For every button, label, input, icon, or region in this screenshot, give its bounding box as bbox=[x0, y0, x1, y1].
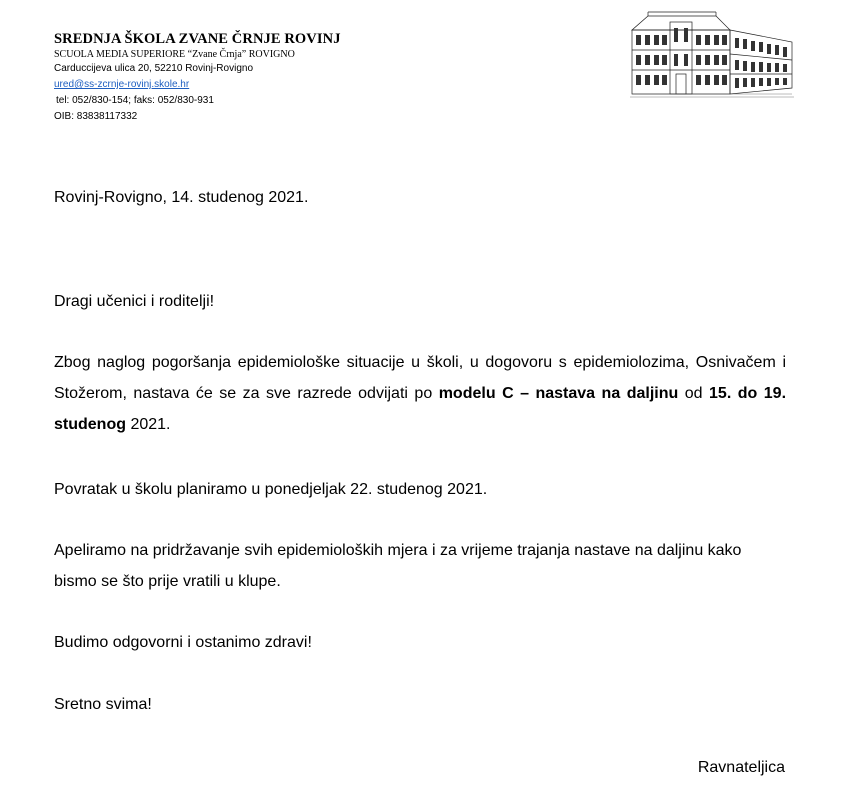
letter-paragraph-appeal: Apeliramo na pridržavanje svih epidemioloških mjera i za vrijeme trajanja nastave na daljinu kako bismo se što prije vratili u klupe. bbox=[54, 542, 742, 590]
date-range-emphasis: 15. do 19. studenog bbox=[54, 385, 787, 433]
school-building-engraving-icon bbox=[630, 8, 794, 100]
model-c-emphasis: modelu C – nastava na daljinu bbox=[438, 385, 679, 402]
school-address: Carduccijeva ulica 20, 52210 Rovinj-Rovigno bbox=[54, 63, 253, 74]
letter-signature: Ravnateljica bbox=[697, 759, 785, 776]
letterhead bbox=[54, 31, 341, 125]
school-name: SREDNJA ŠKOLA ZVANE ČRNJE ROVINJ bbox=[54, 31, 341, 47]
letter-paragraph-main: Zbog naglog pogoršanja epidemiološke situacije u školi, u dogovoru s epidemiolozima, Osnivačem i Stožerom, nastava će se za sve razrede odvijati po modelu C – nastava na daljinu od 15. do 19. studenog 2021. bbox=[54, 354, 787, 433]
letter-paragraph-return: Povratak u školu planiramo u ponedjeljak 22. studenog 2021. bbox=[54, 481, 488, 498]
letter-greeting: Dragi učenici i roditelji! bbox=[54, 293, 215, 310]
school-oib: OIB: 83838117332 bbox=[54, 111, 138, 122]
school-phone: tel: 052/830-154; faks: 052/830-931 bbox=[56, 95, 214, 106]
letter-date: Rovinj-Rovigno, 14. studenog 2021. bbox=[54, 189, 309, 206]
letter-closing: Sretno svima! bbox=[54, 696, 152, 713]
school-email-link[interactable]: ured@ss-zcrnje-rovinj.skole.hr bbox=[54, 79, 190, 90]
school-name-italian: SCUOLA MEDIA SUPERIORE “Zvane Črnja” ROVIGNO bbox=[54, 49, 295, 60]
letter-paragraph-responsible: Budimo odgovorni i ostanimo zdravi! bbox=[54, 634, 312, 651]
